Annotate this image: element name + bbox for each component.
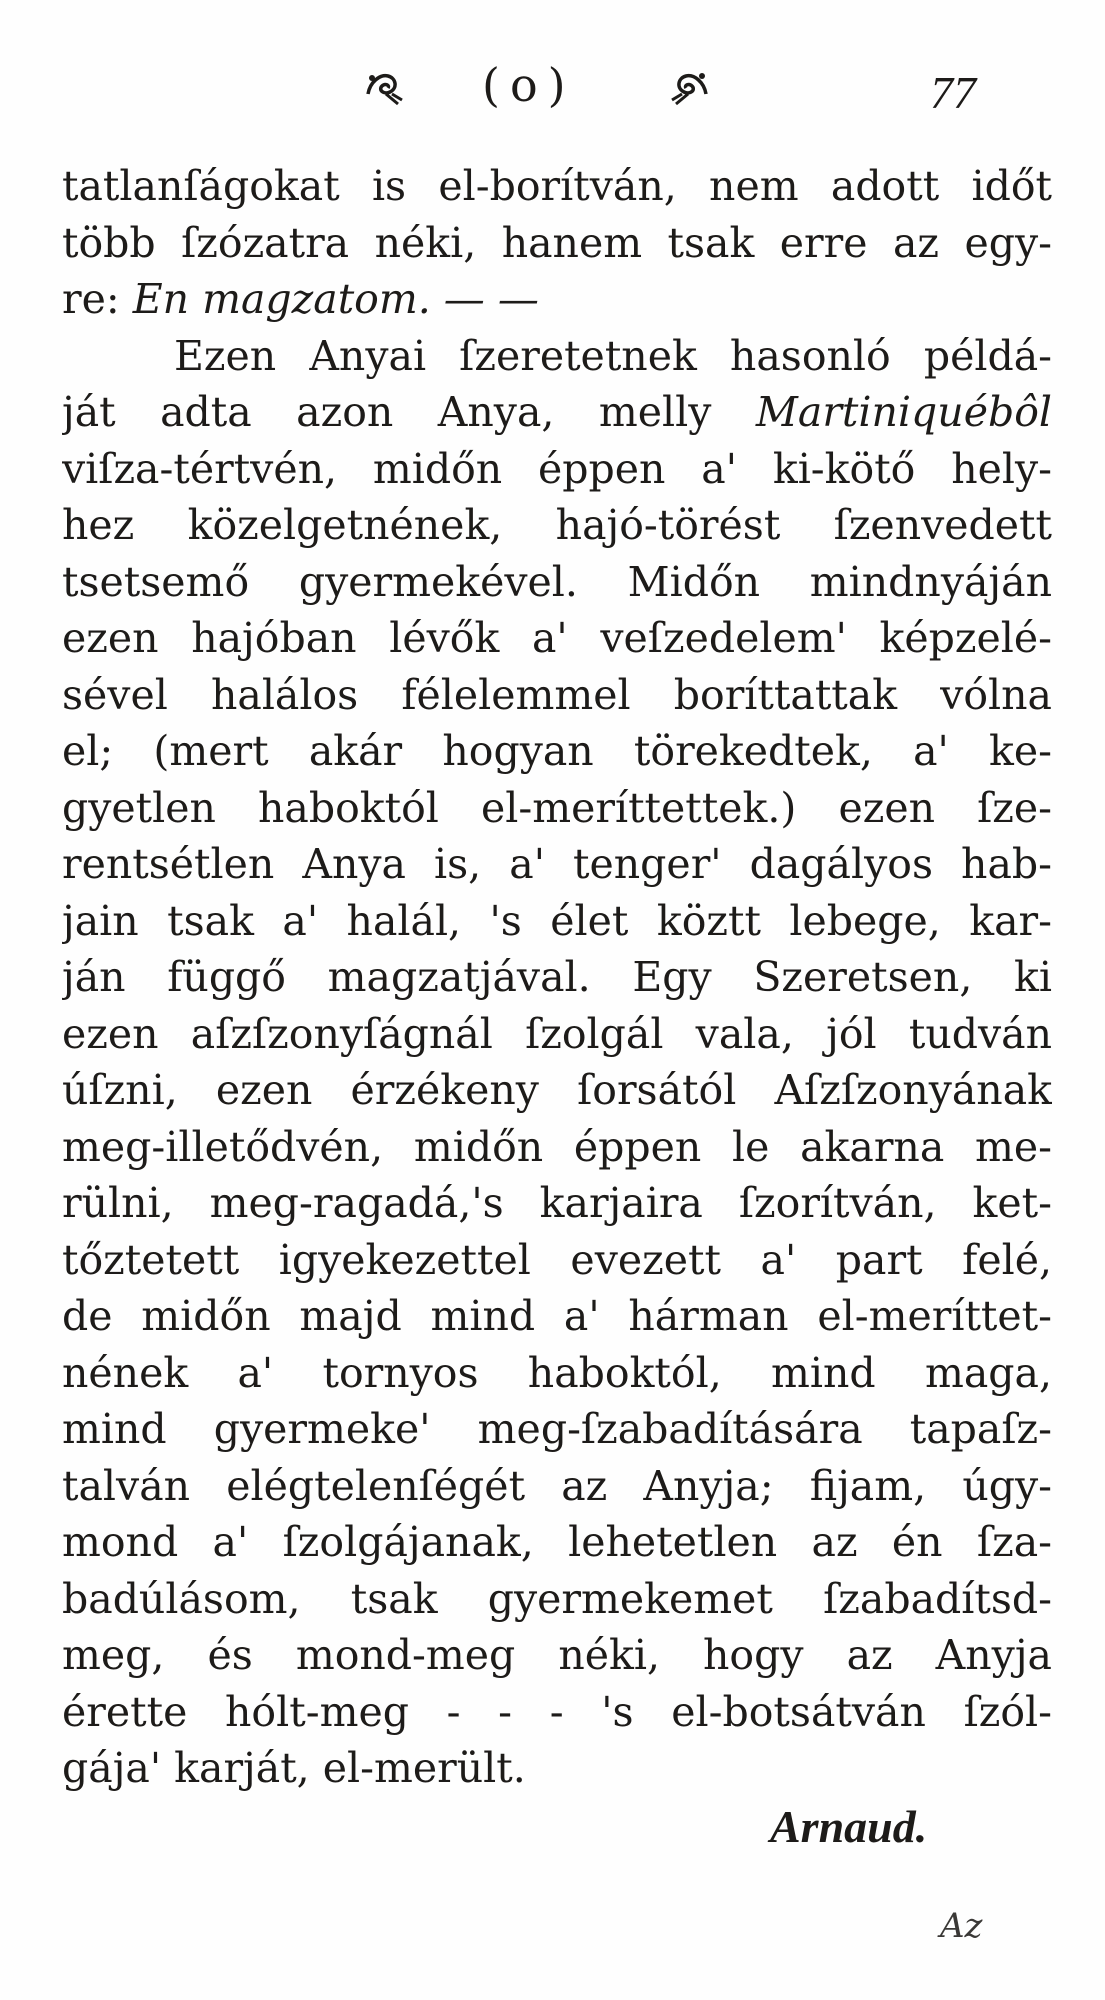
page-number: 77 <box>930 67 976 118</box>
text-line <box>62 384 1052 441</box>
text-line <box>62 1514 1052 1571</box>
emphasized-text: En magzatom. — — <box>132 275 539 323</box>
header-mark: (o) <box>482 58 576 112</box>
author-signature: Arnaud. <box>770 1801 928 1852</box>
text-line <box>62 215 1052 272</box>
text-line <box>62 1627 1052 1684</box>
text-line-content: meg-illetődvén, midőn éppen le akarna me- <box>62 1122 1052 1171</box>
text-line <box>62 610 1052 667</box>
emphasized-text: Martiniquébôl <box>755 388 1052 436</box>
text-line-content: sével halálos félelemmel boríttattak vólna <box>62 670 1052 719</box>
text-line-content: tőztetett igyekezettel evezett a' part felé, <box>62 1235 1052 1284</box>
text-line <box>62 780 1052 837</box>
text-line <box>62 497 1052 554</box>
text-line <box>62 723 1052 780</box>
body-text <box>62 158 1052 1797</box>
text-line-content: úſzni, ezen érzékeny ſorsától Aſzſzonyának <box>62 1066 1052 1114</box>
text-line-content: rentsétlen Anya is, a' tenger' dagályos hab- <box>62 840 1052 888</box>
text-line-content: re: <box>62 275 133 323</box>
text-line <box>62 667 1052 724</box>
text-line-content: de midőn majd mind a' hárman el-meríttet- <box>62 1292 1052 1340</box>
text-line-content: nének a' tornyos haboktól, mind maga, <box>62 1348 1052 1397</box>
text-line <box>62 1232 1052 1289</box>
text-line-content: badúlásom, tsak gyermekemet ſzabadítsd- <box>62 1574 1052 1623</box>
text-line-content: talván elégtelenſégét az Anyja; fijam, úgy- <box>62 1461 1052 1510</box>
text-line <box>62 1571 1052 1628</box>
text-line-content: meg, és mond-meg néki, hogy az Anyja <box>62 1631 1052 1679</box>
text-line-content: mind gyermeke' meg-ſzabadítására tapaſz- <box>62 1405 1052 1453</box>
text-line-content: több ſzózatra néki, hanem tsak erre az egy- <box>62 218 1052 267</box>
text-line <box>62 1684 1052 1741</box>
text-line <box>62 328 1052 385</box>
catchword: Az <box>940 1906 983 1946</box>
fleuron-right-icon <box>668 64 712 108</box>
text-line-content: érette hólt-meg - - - 's el-botsátván ſzól- <box>62 1687 1052 1736</box>
text-line-content: ezen hajóban lévők a' veſzedelem' képzelé- <box>62 614 1052 662</box>
text-line-content: gája' karját, el-merült. <box>62 1744 526 1792</box>
text-line <box>62 893 1052 950</box>
text-line-content: ján függő magzatjával. Egy Szeretsen, ki <box>62 953 1052 1001</box>
text-line <box>62 1062 1052 1119</box>
text-line <box>62 441 1052 498</box>
text-line <box>62 1740 1052 1797</box>
text-line <box>62 1458 1052 1515</box>
text-line-content: ezen aſzſzonyſágnál ſzolgál vala, jól tudván <box>62 1009 1052 1058</box>
text-line <box>62 1288 1052 1345</box>
running-header <box>0 58 1105 128</box>
text-line-content: hez közelgetnének, hajó-törést ſzenvedett <box>62 501 1052 549</box>
text-line-content: ját adta azon Anya, melly <box>62 388 756 436</box>
text-line-content: jain tsak a' halál, 's élet köztt lebege, kar- <box>62 896 1052 945</box>
text-line <box>62 1119 1052 1176</box>
fleuron-left-icon <box>362 64 406 108</box>
text-line <box>62 1006 1052 1063</box>
text-line-content: rülni, meg-ragadá,'s karjaira ſzorítván, ket- <box>62 1179 1052 1227</box>
text-line-content: tatlanſágokat is el-borítván, nem adott időt <box>62 162 1052 210</box>
text-line <box>62 554 1052 611</box>
text-line <box>62 1345 1052 1402</box>
text-line-content: gyetlen haboktól el-meríttettek.) ezen ſze- <box>62 783 1052 832</box>
text-line <box>62 836 1052 893</box>
text-line-content: tsetsemő gyermekével. Midőn mindnyáján <box>62 557 1052 606</box>
text-line <box>62 1401 1052 1458</box>
text-line <box>62 271 1052 328</box>
text-line-content: el; (mert akár hogyan törekedtek, a' ke- <box>62 727 1052 775</box>
text-line <box>62 158 1052 215</box>
text-line-content: viſza-tértvén, midőn éppen a' ki-kötő hely- <box>62 444 1052 493</box>
text-line <box>62 949 1052 1006</box>
text-line-content: Ezen Anyai ſzeretetnek hasonló példá- <box>174 331 1052 380</box>
text-line-content: mond a' ſzolgájanak, lehetetlen az én ſza- <box>62 1518 1052 1566</box>
text-line <box>62 1175 1052 1232</box>
